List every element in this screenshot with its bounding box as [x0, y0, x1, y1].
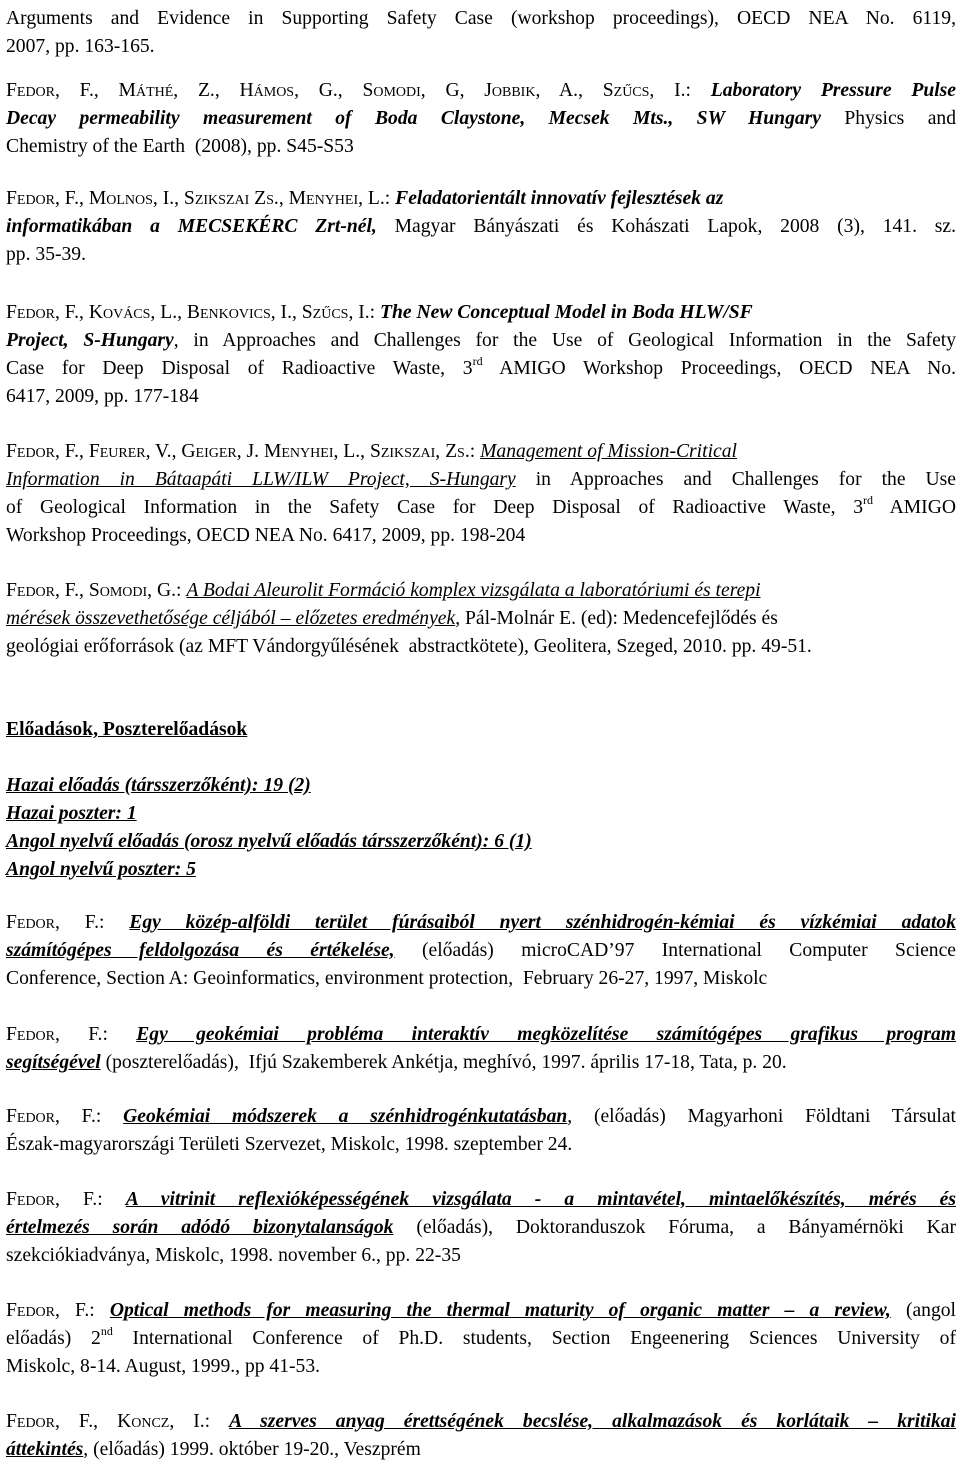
reference-title: informatikában a MECSEKÉRC Zrt-nél,	[6, 216, 377, 237]
reference-line: Decay permeability measurement of Boda Claystone, Mecsek Mts., SW Hungary Physics and	[6, 108, 956, 129]
reference-title: Project, S-Hungary	[6, 330, 174, 351]
reference-line: 6417, 2009, pp. 177-184	[6, 386, 199, 407]
talk-authors: Fedor, F.:	[6, 1024, 108, 1045]
talk-title: Egy geokémiai probléma interaktív megközelítése számítógépes grafikus program	[136, 1024, 956, 1045]
talk-line: szekciókiadványa, Miskolc, 1998. november 6., pp. 22-35	[6, 1245, 461, 1266]
talk-line	[6, 1021, 956, 1049]
talk-line: Miskolc, 8-14. August, 1999., pp 41-53.	[6, 1356, 321, 1377]
reference-line: Chemistry of the Earth (2008), pp. S45-S53	[6, 136, 354, 157]
reference-line: Arguments and Evidence in Supporting Safety Case (workshop proceedings), OECD NEA No. 6119,	[6, 8, 956, 29]
reference-authors: Fedor, F., Somodi, G.:	[6, 580, 182, 601]
talk-authors: Fedor, F.:	[6, 912, 105, 933]
reference-line	[6, 77, 956, 105]
talk-title: Egy közép-alföldi terület fúrásaiból nyert szénhidrogén-kémiai és vízkémiai adatok	[129, 912, 956, 933]
talk-line	[6, 1408, 956, 1436]
talk-line	[6, 1186, 956, 1214]
talk-line: Fedor, F.: Optical methods for measuring the thermal maturity of organic matter – a review, (angol	[6, 1300, 956, 1321]
talk-line: segítségével (poszterelőadás), Ifjú Szakemberek Ankétja, meghívó, 1997. április 17-18, Tata, p. 20.	[6, 1052, 787, 1073]
reference-line: Case for Deep Disposal of Radioactive Waste, 3rd AMIGO Workshop Proceedings, OECD NEA No.	[6, 354, 956, 379]
stat-line: Angol nyelvű poszter: 5	[6, 859, 196, 880]
reference-line	[6, 185, 956, 213]
talk-line: Észak-magyarországi Területi Szervezet, Miskolc, 1998. szeptember 24.	[6, 1134, 573, 1155]
reference-title: The New Conceptual Model in Boda HLW/SF	[380, 302, 753, 323]
reference-authors: Fedor, F., Molnos, I., Szikszai Zs., Menyhei, L.:	[6, 188, 391, 209]
talk-title: áttekintés	[6, 1439, 84, 1460]
talk-title: értelmezés során adódó bizonytalanságok	[6, 1217, 394, 1238]
reference-title: A Bodai Aleurolit Formáció komplex vizsgálata a laboratóriumi és terepi	[186, 580, 761, 601]
reference-line: Project, S-Hungary, in Approaches and Challenges for the Use of Geological Information in the Safety	[6, 330, 957, 351]
talk-line: Fedor, F.: Geokémiai módszerek a szénhidrogénkutatásban, (előadás) Magyarhoni Földtani Társulat	[6, 1106, 956, 1127]
reference-title: Laboratory Pressure Pulse	[710, 80, 956, 101]
talk-authors: Fedor, F.:	[6, 1106, 102, 1127]
talk-authors: Fedor, F., Koncz, I.:	[6, 1411, 211, 1432]
reference-line	[6, 299, 956, 327]
reference-line	[6, 577, 956, 605]
reference-line: informatikában a MECSEKÉRC Zrt-nél, Magyar Bányászati és Kohászati Lapok, 2008 (3), 141. sz.	[6, 216, 957, 237]
talk-line: értelmezés során adódó bizonytalanságok (előadás), Doktoranduszok Fóruma, a Bányamérnöki Kar	[6, 1217, 956, 1238]
reference-authors: Fedor, F., Máthé, Z., Hámos, G., Somodi, G, Jobbik, A., Szűcs, I.:	[6, 80, 691, 101]
reference-title: Management of Mission-Critical	[480, 441, 737, 462]
reference-title: Information in Bátaapáti LLW/ILW Project, S-Hungary	[6, 469, 516, 490]
reference-title: mérések összevethetősége céljából – előzetes eredmények	[6, 608, 456, 629]
section-heading: Előadások, Poszterelőadások	[6, 719, 248, 740]
talk-line: előadás) 2nd International Conference of Ph.D. students, Section Engeenering Sciences University of	[6, 1324, 956, 1349]
talk-line: áttekintés, (előadás) 1999. október 19-20., Veszprém	[6, 1439, 421, 1460]
reference-line: Information in Bátaapáti LLW/ILW Project, S-Hungary in Approaches and Challenges for the Use	[6, 469, 956, 490]
reference-line: geológiai erőforrások (az MFT Vándorgyűlésének abstractkötete), Geolitera, Szeged, 2010. pp. 49-51.	[6, 636, 812, 657]
talk-title: A szerves anyag érettségének becslése, alkalmazások és korlátaik – kritikai	[229, 1411, 956, 1432]
talk-title: számítógépes feldolgozása és értékelése,	[6, 940, 395, 961]
stat-line: Angol nyelvű előadás (orosz nyelvű előadás társszerzőként): 6 (1)	[6, 831, 532, 852]
reference-line: mérések összevethetősége céljából – előzetes eredmények, Pál-Molnár E. (ed): Medencefejlődés és	[6, 608, 778, 629]
talk-line: számítógépes feldolgozása és értékelése, (előadás) microCAD’97 International Computer Science	[6, 940, 956, 961]
reference-line: Workshop Proceedings, OECD NEA No. 6417, 2009, pp. 198-204	[6, 525, 526, 546]
reference-line: 2007, pp. 163-165.	[6, 36, 155, 57]
stat-line: Hazai poszter: 1	[6, 803, 137, 824]
talk-title: segítségével	[6, 1052, 101, 1073]
reference-title: Decay permeability measurement of Boda Claystone, Mecsek Mts., SW Hungary	[6, 108, 821, 129]
talk-authors: Fedor, F.:	[6, 1300, 95, 1321]
reference-authors: Fedor, F., Feurer, V., Geiger, J. Menyhei, L., Szikszai, Zs.:	[6, 441, 476, 462]
reference-line	[6, 438, 956, 466]
talk-title: Geokémiai módszerek a szénhidrogénkutatásban	[123, 1106, 568, 1127]
talk-title: Optical methods for measuring the thermal maturity of organic matter – a review,	[109, 1300, 891, 1321]
talk-line	[6, 909, 956, 937]
talk-line: Conference, Section A: Geoinformatics, environment protection, February 26-27, 1997, Miskolc	[6, 968, 768, 989]
reference-line: pp. 35-39.	[6, 244, 87, 265]
reference-line: of Geological Information in the Safety Case for Deep Disposal of Radioactive Waste, 3rd AMIGO	[6, 493, 956, 518]
talk-title: A vitrinit reflexióképességének vizsgálata - a mintavétel, mintaelőkészítés, mérés és	[125, 1189, 956, 1210]
reference-title: Feladatorientált innovatív fejlesztések az	[395, 188, 724, 209]
reference-authors: Fedor, F., Kovács, L., Benkovics, I., Szűcs, I.:	[6, 302, 376, 323]
stat-line: Hazai előadás (társszerzőként): 19 (2)	[6, 775, 311, 796]
talk-authors: Fedor, F.:	[6, 1189, 103, 1210]
